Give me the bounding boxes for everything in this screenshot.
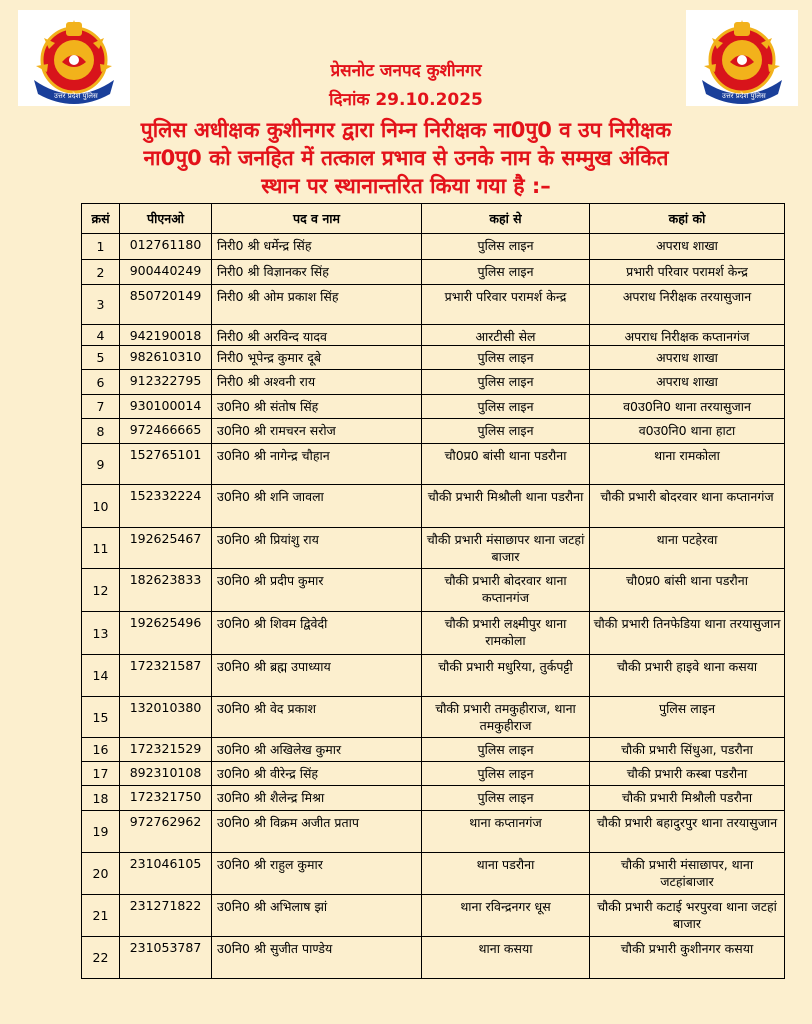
cell-rank-name: उ0नि0 श्री प्रियांशु राय [212, 528, 422, 569]
cell-to: पुलिस लाइन [590, 697, 785, 738]
header-from: कहां से [422, 204, 590, 234]
cell-serial: 10 [82, 485, 120, 528]
cell-to: चौकी प्रभारी कस्बा पडरौना [590, 762, 785, 786]
cell-serial: 22 [82, 937, 120, 979]
cell-from: थाना कसया [422, 937, 590, 979]
cell-serial: 15 [82, 697, 120, 738]
table-row [82, 762, 785, 786]
cell-serial: 17 [82, 762, 120, 786]
cell-to: चौकी प्रभारी हाइवे थाना कसया [590, 655, 785, 697]
cell-pno: 900440249 [120, 260, 212, 285]
cell-to: अपराध निरीक्षक कप्तानगंज [590, 325, 785, 346]
cell-serial: 12 [82, 569, 120, 612]
svg-text:उत्तर प्रदेश पुलिस: उत्तर प्रदेश पुलिस [722, 92, 766, 100]
cell-pno: 152765101 [120, 444, 212, 485]
cell-pno: 982610310 [120, 346, 212, 370]
cell-to: चौकी प्रभारी मंसाछापर, थाना जटहांबाजार [590, 853, 785, 895]
press-note-title: प्रेसनोट जनपद कुशीनगर [330, 61, 482, 81]
cell-pno: 912322795 [120, 370, 212, 395]
cell-from: पुलिस लाइन [422, 738, 590, 762]
cell-serial: 9 [82, 444, 120, 485]
table-row [82, 370, 785, 395]
cell-to: अपराध शाखा [590, 346, 785, 370]
cell-pno: 192625467 [120, 528, 212, 569]
cell-rank-name: निरी0 श्री अश्वनी राय [212, 370, 422, 395]
cell-to: प्रभारी परिवार परामर्श केन्द्र [590, 260, 785, 285]
cell-pno: 152332224 [120, 485, 212, 528]
cell-serial: 6 [82, 370, 120, 395]
cell-serial: 14 [82, 655, 120, 697]
cell-from: पुलिस लाइन [422, 419, 590, 444]
header-pno: पीएनओ [120, 204, 212, 234]
cell-rank-name: निरी0 भूपेन्द्र कुमार दूबे [212, 346, 422, 370]
cell-pno: 231271822 [120, 895, 212, 937]
table-header-row [82, 204, 785, 234]
table-row [82, 325, 785, 346]
cell-serial: 1 [82, 234, 120, 260]
cell-to: चौकी प्रभारी तिनफेडिया थाना तरयासुजान [590, 612, 785, 655]
cell-to: चौ0प्र0 बांसी थाना पडरौना [590, 569, 785, 612]
cell-from: चौ0प्र0 बांसी थाना पडरौना [422, 444, 590, 485]
intro-line: ना0पु0 को जनहित में तत्काल प्रभाव से उनके नाम के सम्मुख अंकित [143, 146, 669, 170]
cell-rank-name: उ0नि0 श्री अखिलेख कुमार [212, 738, 422, 762]
table-row [82, 612, 785, 655]
cell-pno: 942190018 [120, 325, 212, 346]
table-row [82, 655, 785, 697]
cell-from: चौकी प्रभारी मंसाछापर थाना जटहां बाजार [422, 528, 590, 569]
cell-serial: 2 [82, 260, 120, 285]
intro-paragraph [60, 116, 752, 200]
cell-serial: 21 [82, 895, 120, 937]
cell-serial: 18 [82, 786, 120, 811]
intro-line: स्थान पर स्थानान्तरित किया गया है :– [261, 174, 551, 198]
cell-serial: 16 [82, 738, 120, 762]
cell-to: थाना रामकोला [590, 444, 785, 485]
cell-pno: 972762962 [120, 811, 212, 853]
table-row [82, 811, 785, 853]
cell-rank-name: निरी0 श्री अरविन्द यादव [212, 325, 422, 346]
cell-rank-name: उ0नि0 श्री संतोष सिंह [212, 395, 422, 419]
cell-from: थाना कप्तानगंज [422, 811, 590, 853]
cell-to: अपराध शाखा [590, 370, 785, 395]
cell-rank-name: उ0नि0 श्री अभिलाष झां [212, 895, 422, 937]
cell-pno: 892310108 [120, 762, 212, 786]
cell-pno: 132010380 [120, 697, 212, 738]
cell-pno: 192625496 [120, 612, 212, 655]
cell-from: चौकी प्रभारी बोदरवार थाना कप्तानगंज [422, 569, 590, 612]
cell-from: थाना पडरौना [422, 853, 590, 895]
table-row [82, 395, 785, 419]
cell-from: पुलिस लाइन [422, 260, 590, 285]
cell-pno: 012761180 [120, 234, 212, 260]
cell-pno: 850720149 [120, 285, 212, 325]
transfer-table [81, 203, 785, 979]
cell-pno: 172321529 [120, 738, 212, 762]
svg-text:उत्तर प्रदेश पुलिस: उत्तर प्रदेश पुलिस [54, 92, 98, 100]
table-row [82, 786, 785, 811]
cell-rank-name: उ0नि0 श्री ब्रह्म उपाध्याय [212, 655, 422, 697]
cell-serial: 11 [82, 528, 120, 569]
intro-line: पुलिस अधीक्षक कुशीनगर द्वारा निम्न निरीक्षक ना0पु0 व उप निरीक्षक [140, 118, 672, 142]
cell-to: चौकी प्रभारी सिंधुआ, पडरौना [590, 738, 785, 762]
cell-rank-name: उ0नि0 श्री वीरेन्द्र सिंह [212, 762, 422, 786]
cell-to: अपराध निरीक्षक तरयासुजान [590, 285, 785, 325]
table-row [82, 895, 785, 937]
cell-rank-name: उ0नि0 श्री प्रदीप कुमार [212, 569, 422, 612]
cell-pno: 972466665 [120, 419, 212, 444]
table-row [82, 260, 785, 285]
cell-from: पुलिस लाइन [422, 346, 590, 370]
cell-to: चौकी प्रभारी कुशीनगर कसया [590, 937, 785, 979]
cell-rank-name: निरी0 श्री ओम प्रकाश सिंह [212, 285, 422, 325]
cell-rank-name: उ0नि0 श्री नागेन्द्र चौहान [212, 444, 422, 485]
cell-to: चौकी प्रभारी बहादुरपुर थाना तरयासुजान [590, 811, 785, 853]
cell-pno: 231053787 [120, 937, 212, 979]
cell-from: पुलिस लाइन [422, 786, 590, 811]
cell-rank-name: उ0नि0 श्री शैलेन्द्र मिश्रा [212, 786, 422, 811]
cell-pno: 182623833 [120, 569, 212, 612]
cell-serial: 19 [82, 811, 120, 853]
table-row [82, 937, 785, 979]
cell-from: चौकी प्रभारी तमकुहीराज, थाना तमकुहीराज [422, 697, 590, 738]
cell-from: पुलिस लाइन [422, 370, 590, 395]
cell-rank-name: उ0नि0 श्री राहुल कुमार [212, 853, 422, 895]
table-row [82, 346, 785, 370]
cell-rank-name: उ0नि0 श्री वेद प्रकाश [212, 697, 422, 738]
cell-from: चौकी प्रभारी मिश्रौली थाना पडरौना [422, 485, 590, 528]
cell-to: चौकी प्रभारी मिश्रौली पडरौना [590, 786, 785, 811]
table-row [82, 444, 785, 485]
cell-from: थाना रविन्द्रनगर धूस [422, 895, 590, 937]
cell-pno: 231046105 [120, 853, 212, 895]
cell-from: चौकी प्रभारी मधुरिया, तुर्कपट्टी [422, 655, 590, 697]
cell-pno: 172321750 [120, 786, 212, 811]
cell-pno: 930100014 [120, 395, 212, 419]
cell-to: चौकी प्रभारी बोदरवार थाना कप्तानगंज [590, 485, 785, 528]
cell-from: पुलिस लाइन [422, 762, 590, 786]
cell-to: थाना पटहेरवा [590, 528, 785, 569]
cell-to: व0उ0नि0 थाना तरयासुजान [590, 395, 785, 419]
cell-serial: 3 [82, 285, 120, 325]
cell-from: चौकी प्रभारी लक्ष्मीपुर थाना रामकोला [422, 612, 590, 655]
cell-to: व0उ0नि0 थाना हाटा [590, 419, 785, 444]
table-row [82, 528, 785, 569]
cell-rank-name: उ0नि0 श्री शनि जावला [212, 485, 422, 528]
header-serial: क्रसं [82, 204, 120, 234]
table-row [82, 697, 785, 738]
cell-pno: 172321587 [120, 655, 212, 697]
cell-from: पुलिस लाइन [422, 395, 590, 419]
table-row [82, 853, 785, 895]
cell-rank-name: उ0नि0 श्री रामचरन सरोज [212, 419, 422, 444]
cell-rank-name: उ0नि0 श्री सुजीत पाण्डेय [212, 937, 422, 979]
cell-rank-name: उ0नि0 श्री विक्रम अजीत प्रताप [212, 811, 422, 853]
cell-serial: 13 [82, 612, 120, 655]
cell-to: अपराध शाखा [590, 234, 785, 260]
cell-to: चौकी प्रभारी कटाई भरपुरवा थाना जटहां बाजार [590, 895, 785, 937]
table-row [82, 234, 785, 260]
table-row [82, 285, 785, 325]
table-row [82, 419, 785, 444]
cell-from: पुलिस लाइन [422, 234, 590, 260]
cell-from: आरटीसी सेल [422, 325, 590, 346]
table-body [82, 234, 785, 979]
cell-serial: 5 [82, 346, 120, 370]
cell-rank-name: निरी0 श्री विज्ञानकर सिंह [212, 260, 422, 285]
press-note-date: दिनांक 29.10.2025 [329, 90, 483, 110]
cell-serial: 7 [82, 395, 120, 419]
table-row [82, 569, 785, 612]
cell-from: प्रभारी परिवार परामर्श केन्द्र [422, 285, 590, 325]
cell-rank-name: उ0नि0 श्री शिवम द्विवेदी [212, 612, 422, 655]
header-rank-name: पद व नाम [212, 204, 422, 234]
table-row [82, 738, 785, 762]
cell-rank-name: निरी0 श्री धर्मेन्द्र सिंह [212, 234, 422, 260]
header-to: कहां को [590, 204, 785, 234]
cell-serial: 20 [82, 853, 120, 895]
cell-serial: 8 [82, 419, 120, 444]
cell-serial: 4 [82, 325, 120, 346]
table-row [82, 485, 785, 528]
